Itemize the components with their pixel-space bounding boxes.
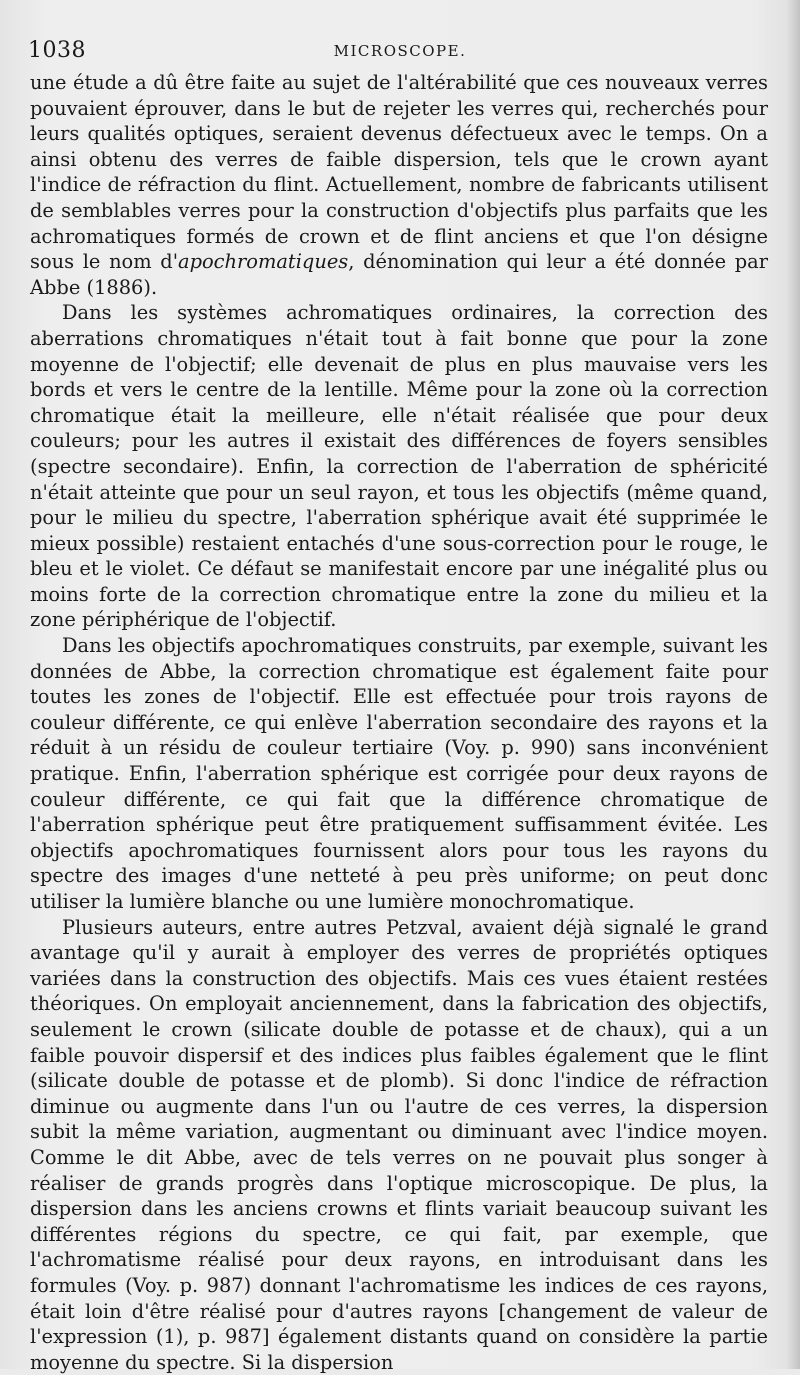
paragraph: Dans les objectifs apochromatiques construits, par exemple, suivant les données de Abbe, la correction chromatique est également faite pour toutes les zones de l'objectif. Elle est effectuée pour trois rayons de couleur différente, ce qui enlève l'aberration secondaire des rayons et la réduit à un résidu de couleur tertiaire (Voy. p. 990) sans inconvénient pratique. Enfin, l'aberration sphérique est corrigée pour deux rayons de couleur différente, ce qui fait que la différence chromatique de l'aberration sphérique peut être pratiquement suffisamment évitée. Les objectifs apochromatiques fournissent alors pour tous les rayons du spectre des images d'une netteté à peu près uniforme; on peut donc utiliser la lumière blanche ou une lumière monochromatique. xyxy=(30,634,768,913)
page-edge-shadow xyxy=(786,0,800,1369)
paragraph-text: une étude a dû être faite au sujet de l'altérabilité que ces nouveaux verres pouvaient éprouver, dans le but de rejeter les verres qui, recherchés pour leurs qualités optiques, seraient devenus défectueux avec le temps. On a ainsi obtenu des verres de faible dispersion, tels que le crown ayant l'indice de réfraction du flint. Actuellement, nombre de fabricants utilisent de semblables verres pour la construction d'objectifs plus parfaits que les achromatiques formés de crown et de flint anciens et que l'on désigne sous le nom d' xyxy=(30,71,768,274)
paragraph-continued xyxy=(30,70,768,300)
paragraph: Dans les systèmes achromatiques ordinaires, la correction des aberrations chromatiques n'était tout à fait bonne que pour la zone moyenne de l'objectif; elle devenait de plus en plus mauvaise vers les bords et vers le centre de la lentille. Même pour la zone où la correction chromatique était la meilleure, elle n'était réalisée que pour deux couleurs; pour les autres il existait des différences de foyers sensibles (spectre secondaire). Enfin, la correction de l'aberration de sphéricité n'était atteinte que pour un seul rayon, et tous les objectifs (même quand, pour le milieu du spectre, l'aberration sphérique avait été supprimée le mieux possible) restaient entachés d'une sous-correction pour le rouge, le bleu et le violet. Ce défaut se manifestait encore par une inégalité plus ou moins forte de la correction chromatique entre la zone du milieu et la zone périphérique de l'objectif. xyxy=(30,301,768,632)
paragraph-text: , dénomination qui leur a été donnée par Abbe (1886). xyxy=(30,250,768,299)
italic-term: apochromatiques xyxy=(178,250,349,274)
running-head: MICROSCOPE. xyxy=(333,42,467,60)
body-text xyxy=(30,70,768,1375)
page-header xyxy=(28,34,772,66)
page-number: 1038 xyxy=(28,38,86,63)
paragraph: Plusieurs auteurs, entre autres Petzval, avaient déjà signalé le grand avantage qu'il y aurait à employer des verres de propriétés optiques variées dans la construction des objectifs. Mais ces vues étaient restées théoriques. On employait anciennement, dans la fabrication des objectifs, seulement le crown (silicate double de potasse et de chaux), qui a un faible pouvoir dispersif et des indices plus faibles également que le flint (silicate double de potasse et de plomb). Si donc l'indice de réfraction diminue ou augmente dans l'un ou l'autre de ces verres, la dispersion subit la même variation, augmentant ou diminuant avec l'indice moyen. Comme le dit Abbe, avec de tels verres on ne pouvait plus songer à réaliser de grands progrès dans l'optique microscopique. De plus, la dispersion dans les anciens crowns et flints variait beaucoup suivant les différentes régions du spectre, ce qui fait, par exemple, que l'achromatisme réalisé pour deux rayons, en introduisant dans les formules (Voy. p. 987) donnant l'achromatisme les indices de ces rayons, était loin d'être réalisé pour d'autres rayons [changement de valeur de l'expression (1), p. 987] également distants quand on considère la partie moyenne du spectre. Si la dispersion xyxy=(30,915,768,1374)
